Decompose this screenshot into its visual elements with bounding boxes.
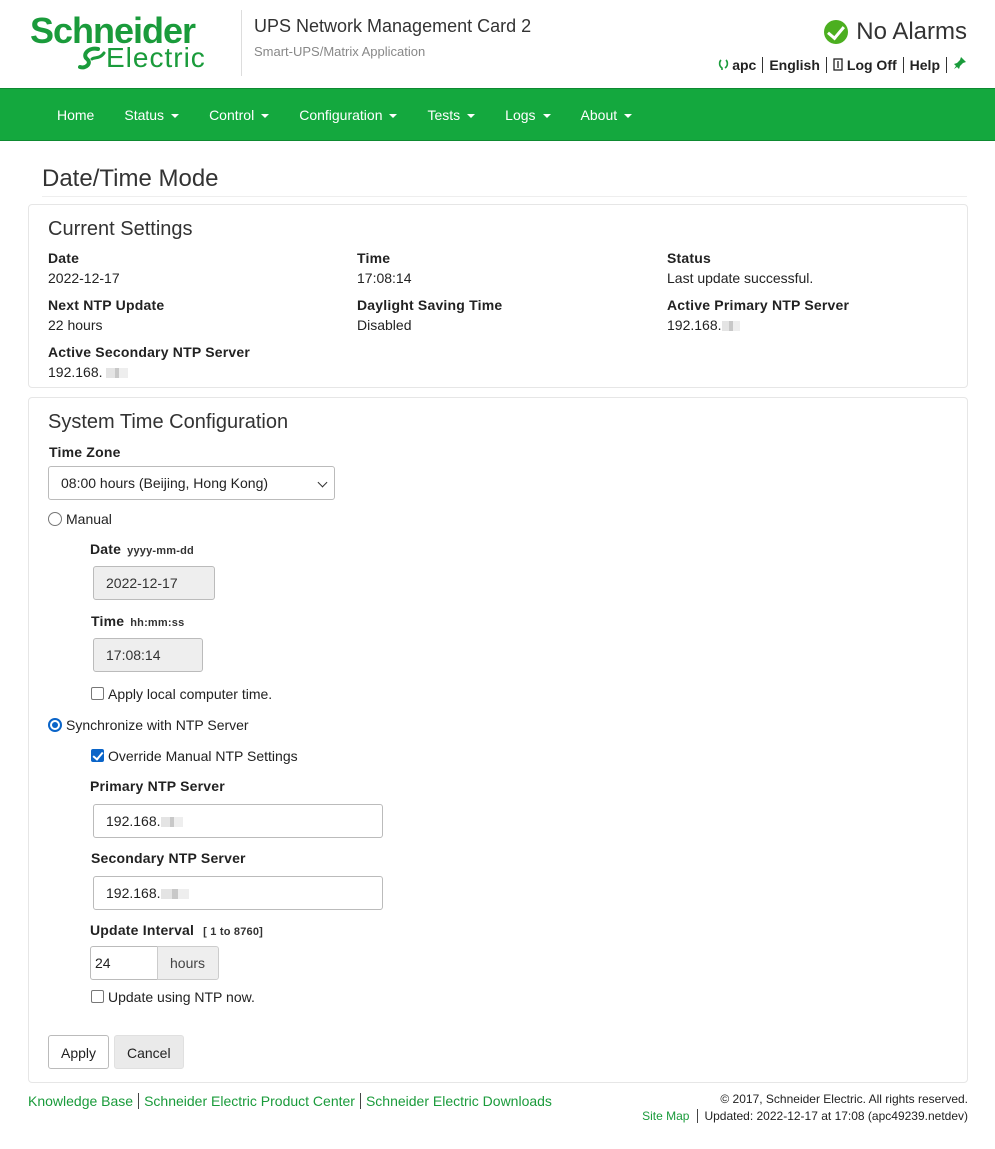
- nav-label: Home: [57, 106, 95, 123]
- manual-label: Manual: [66, 511, 112, 527]
- nav-status[interactable]: [109, 107, 194, 123]
- separator: [138, 1093, 139, 1109]
- nav-label: Control: [209, 106, 255, 123]
- page-header: [0, 0, 995, 88]
- separator: [697, 1109, 698, 1123]
- current-settings-panel: [28, 204, 968, 388]
- utility-links: [712, 56, 967, 73]
- status-value: Last update successful.: [667, 270, 814, 286]
- apply-button[interactable]: Apply: [48, 1035, 109, 1069]
- schneider-electric-logo[interactable]: [30, 10, 230, 74]
- footer-updated: [642, 1109, 968, 1123]
- label-text: Update Interval: [90, 922, 195, 938]
- manual-time-label: [91, 613, 184, 629]
- active-secondary-label: Active Secondary NTP Server: [48, 344, 251, 360]
- ip-text: 192.168.: [48, 364, 103, 380]
- caret-down-icon: [261, 114, 269, 118]
- user-icon: [718, 58, 729, 71]
- pin-icon[interactable]: [947, 56, 967, 73]
- chevron-down-icon: [318, 478, 328, 488]
- logoff-link[interactable]: [827, 57, 903, 73]
- update-interval-input[interactable]: 24: [90, 946, 158, 980]
- update-now-checkbox[interactable]: [91, 990, 104, 1003]
- nav-label: About: [580, 106, 618, 123]
- date-value: 2022-12-17: [48, 270, 120, 286]
- check-circle-icon: [824, 20, 848, 44]
- caret-down-icon: [543, 114, 551, 118]
- label-text: Time: [91, 613, 125, 629]
- dst-label: Daylight Saving Time: [357, 297, 503, 313]
- user-link[interactable]: [712, 57, 762, 73]
- ntp-label: Synchronize with NTP Server: [66, 717, 249, 733]
- cancel-button[interactable]: Cancel: [114, 1035, 184, 1069]
- nav-label: Tests: [427, 106, 461, 123]
- next-ntp-value: 22 hours: [48, 317, 103, 333]
- time-value: 17:08:14: [357, 270, 412, 286]
- timezone-selected: 08:00 hours (Beijing, Hong Kong): [61, 475, 269, 491]
- secondary-ntp-label: Secondary NTP Server: [91, 850, 246, 866]
- secondary-ntp-input[interactable]: [93, 876, 383, 910]
- logoff-icon: [833, 58, 844, 71]
- nav-tests[interactable]: [412, 107, 490, 123]
- time-format-hint: hh:mm:ss: [130, 617, 185, 629]
- active-secondary-value: [48, 364, 128, 380]
- nav-label: Status: [124, 106, 165, 123]
- input-value: 192.168.: [106, 813, 161, 829]
- manual-radio[interactable]: [48, 512, 62, 526]
- primary-ntp-input[interactable]: [93, 804, 383, 838]
- nav-logs[interactable]: [490, 107, 565, 123]
- nav-label: Configuration: [299, 106, 383, 123]
- active-primary-label: Active Primary NTP Server: [667, 297, 850, 313]
- date-format-hint: yyyy-mm-dd: [127, 545, 194, 557]
- panel-heading: Current Settings: [48, 218, 193, 240]
- manual-date-input[interactable]: 2022-12-17: [93, 566, 215, 600]
- ip-text: 192.168.: [667, 317, 722, 333]
- timezone-label: Time Zone: [49, 444, 121, 460]
- caret-down-icon: [389, 114, 397, 118]
- logo-text-top: Schneider: [30, 10, 196, 51]
- redacted-block: [161, 889, 189, 899]
- caret-down-icon: [624, 114, 632, 118]
- updated-text: Updated: 2022-12-17 at 17:08 (apc49239.netdev): [704, 1109, 968, 1123]
- redacted-block: [106, 368, 128, 378]
- logoff-label: Log Off: [846, 56, 897, 73]
- primary-ntp-label: Primary NTP Server: [90, 778, 225, 794]
- apply-local-time-checkbox[interactable]: [91, 687, 104, 700]
- dst-value: Disabled: [357, 317, 412, 333]
- redacted-block: [161, 817, 183, 827]
- user-name: apc: [732, 56, 757, 73]
- help-link[interactable]: Help: [909, 56, 940, 73]
- ntp-radio[interactable]: [48, 718, 62, 732]
- override-ntp-checkbox[interactable]: [91, 749, 104, 762]
- page-title: Date/Time Mode: [42, 165, 219, 192]
- timezone-select[interactable]: [48, 466, 335, 500]
- caret-down-icon: [171, 114, 179, 118]
- time-label: Time: [357, 250, 391, 266]
- logo-text-bottom: Electric: [106, 42, 206, 73]
- manual-date-label: [90, 541, 194, 557]
- next-ntp-label: Next NTP Update: [48, 297, 165, 313]
- separator: [360, 1093, 361, 1109]
- date-label: Date: [48, 250, 80, 266]
- nav-configuration[interactable]: [284, 107, 412, 123]
- interval-unit-addon: hours: [157, 946, 219, 980]
- input-value: 192.168.: [106, 885, 161, 901]
- nav-label: Logs: [505, 106, 536, 123]
- redacted-block: [722, 321, 740, 331]
- caret-down-icon: [467, 114, 475, 118]
- nav-control[interactable]: [194, 107, 284, 123]
- downloads-link[interactable]: Schneider Electric Downloads: [365, 1093, 552, 1109]
- product-center-link[interactable]: Schneider Electric Product Center: [144, 1093, 355, 1109]
- panel-heading: System Time Configuration: [48, 411, 289, 433]
- active-primary-value: [667, 317, 740, 333]
- app-title: UPS Network Management Card 2: [254, 16, 532, 36]
- header-divider: [241, 10, 242, 76]
- time-config-panel: [28, 397, 968, 1083]
- site-map-link[interactable]: Site Map: [642, 1109, 690, 1123]
- app-subtitle: Smart-UPS/Matrix Application: [254, 44, 426, 59]
- footer-links: [28, 1093, 552, 1109]
- label-text: Date: [90, 541, 122, 557]
- title-divider: [42, 196, 967, 197]
- knowledge-base-link[interactable]: Knowledge Base: [28, 1093, 134, 1109]
- nav-about[interactable]: [566, 107, 648, 123]
- nav-home[interactable]: [42, 107, 109, 123]
- logo-mark-icon: [78, 45, 106, 73]
- override-ntp-label: Override Manual NTP Settings: [108, 748, 298, 764]
- manual-time-input[interactable]: 17:08:14: [93, 638, 203, 672]
- alarm-status-text: No Alarms: [856, 18, 967, 45]
- interval-range-hint: [ 1 to 8760]: [203, 926, 264, 938]
- update-now-label: Update using NTP now.: [108, 989, 255, 1005]
- main-nav: [0, 88, 995, 141]
- update-interval-label: [90, 922, 263, 938]
- alarm-status[interactable]: [824, 18, 967, 46]
- copyright: © 2017, Schneider Electric. All rights reserved.: [720, 1092, 968, 1106]
- apply-local-time-label: Apply local computer time.: [108, 686, 273, 702]
- language-link[interactable]: English: [769, 56, 820, 73]
- status-label: Status: [667, 250, 711, 266]
